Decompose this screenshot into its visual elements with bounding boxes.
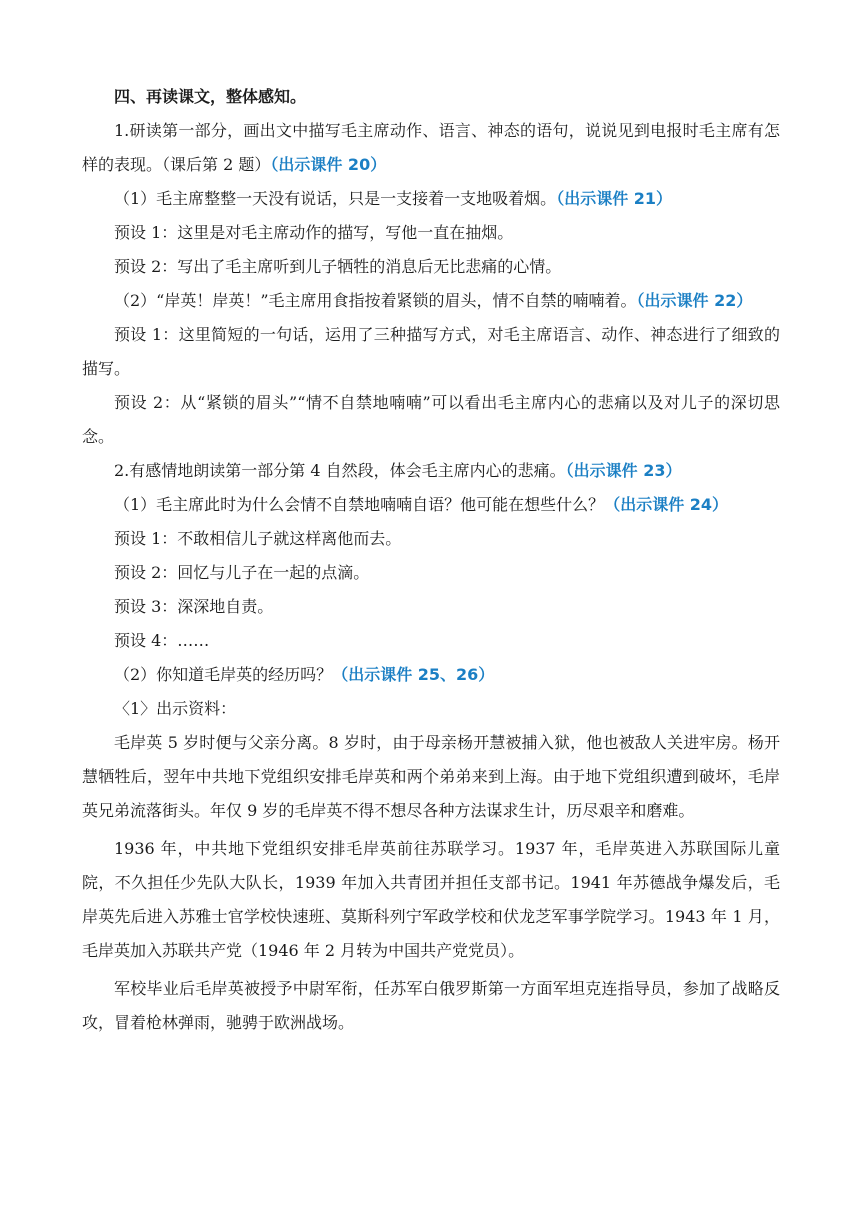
answer-1-2-preset-1: 预设 1：这里简短的一句话，运用了三种描写方式，对毛主席语言、动作、神态进行了细致的描写。	[82, 325, 780, 378]
question-1-slide-ref: （出示课件 20）	[270, 155, 387, 174]
question-1-2	[82, 284, 780, 318]
material-label: 〈1〉出示资料：	[114, 699, 237, 718]
answer-2-1-preset-1: 预设 1：不敢相信儿子就这样离他而去。	[114, 529, 402, 548]
question-1-2-text: （2）“岸英！岸英！”毛主席用食指按着紧锁的眉头，情不自禁的喃喃着。	[114, 291, 637, 310]
question-2-2	[82, 658, 780, 692]
question-2-2-text: （2）你知道毛岸英的经历吗？	[114, 665, 333, 684]
biography-paragraph-2: 1936 年，中共地下党组织安排毛岸英前往苏联学习。1937 年，毛岸英进入苏联国际儿童院，不久担任少先队大队长，1939 年加入共青团并担任支部书记。1941 年苏德战争爆发后，毛岸英先后进入苏雅士官学校快速班、莫斯科列宁军政学校和伏龙芝军事学院学习。1943 年 1 月，毛岸英加入苏联共产党（1946 年 2 月转为中国共产党党员）。	[82, 839, 780, 960]
question-2-1	[82, 488, 780, 522]
question-2-1-slide-ref: （出示课件 24）	[604, 495, 729, 514]
question-1	[82, 114, 780, 182]
question-2-1-text: （1）毛主席此时为什么会情不自禁地喃喃自语？他可能在想些什么？	[114, 495, 605, 514]
biography-paragraph-3: 军校毕业后毛岸英被授予中尉军衔，任苏军白俄罗斯第一方面军坦克连指导员，参加了战略反攻，冒着枪林弹雨，驰骋于欧洲战场。	[82, 979, 780, 1032]
question-1-2-slide-ref: （出示课件 22）	[636, 291, 753, 310]
question-2-text: 2.有感情地朗读第一部分第 4 自然段，体会毛主席内心的悲痛。	[114, 461, 566, 480]
question-1-1-text: （1）毛主席整整一天没有说话，只是一支接着一支地吸着烟。	[114, 189, 557, 208]
answer-1-2-preset-2: 预设 2：从“紧锁的眉头”“情不自禁地喃喃”可以看出毛主席内心的悲痛以及对儿子的深切思念。	[82, 393, 780, 446]
answer-1-1-preset-2: 预设 2：写出了毛主席听到儿子牺牲的消息后无比悲痛的心情。	[114, 257, 562, 276]
answer-2-1-preset-3: 预设 3：深深地自责。	[114, 597, 274, 616]
question-2-slide-ref: （出示课件 23）	[565, 461, 682, 480]
answer-2-1-preset-4: 预设 4：……	[114, 631, 210, 650]
document-page	[82, 80, 780, 1040]
section-heading: 四、再读课文，整体感知。	[114, 87, 307, 106]
answer-2-1-preset-2: 预设 2：回忆与儿子在一起的点滴。	[114, 563, 370, 582]
question-1-1	[82, 182, 780, 216]
question-2-2-slide-ref: （出示课件 25、26）	[332, 665, 495, 684]
question-2	[82, 454, 780, 488]
question-1-1-slide-ref: （出示课件 21）	[556, 189, 673, 208]
biography-paragraph-1: 毛岸英 5 岁时便与父亲分离。8 岁时，由于母亲杨开慧被捕入狱，他也被敌人关进牢房。杨开慧牺牲后，翌年中共地下党组织安排毛岸英和两个弟弟来到上海。由于地下党组织遭到破坏，毛岸英兄弟流落街头。年仅 9 岁的毛岸英不得不想尽各种方法谋求生计，历尽艰辛和磨难。	[82, 733, 780, 820]
answer-1-1-preset-1: 预设 1：这里是对毛主席动作的描写，写他一直在抽烟。	[114, 223, 514, 242]
question-1-text: 1.研读第一部分，画出文中描写毛主席动作、语言、神态的语句，说说见到电报时毛主席有怎样的表现。（课后第 2 题）	[82, 121, 780, 174]
